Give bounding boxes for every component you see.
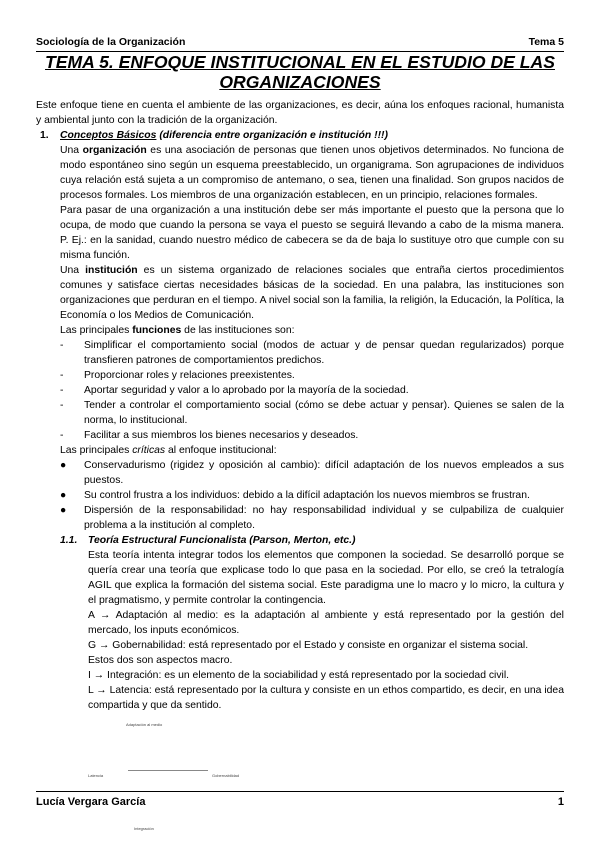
agil-adaptation: A → Adaptación al medio: es la adaptación al ambiente y está representado por la gestión del mercado, los inputs económicos.: [88, 610, 564, 636]
term-institucion: institución: [85, 265, 138, 276]
bullet-marker: ●: [60, 505, 67, 516]
section-1-heading: [40, 128, 564, 143]
text-run: Una: [60, 265, 86, 276]
diagram-label-latency: Latencia: [88, 773, 104, 778]
agil-diagram: [88, 713, 564, 831]
footer-rule: [36, 791, 564, 792]
text-run: Una: [60, 145, 83, 156]
text-run: al enfoque institucional:: [165, 445, 277, 456]
section-1-subtitle: (diferencia entre organización e institución !!!): [159, 130, 388, 141]
list-item: [36, 368, 564, 383]
list-item: [36, 338, 564, 368]
text-run: de las instituciones son:: [181, 325, 295, 336]
term-funciones: funciones: [132, 325, 182, 336]
list-item: [36, 428, 564, 443]
section-1-1-title: Teoría Estructural Funcionalista (Parson, Merton, etc.): [88, 535, 356, 546]
intro-paragraph: Este enfoque tiene en cuenta el ambiente de las organizaciones, es decir, aúna los enfoques racional, humanista y ambiental junto con la tradición de la organización.: [36, 100, 564, 126]
list-item-text: Simplificar el comportamiento social (modos de actuar y de pensar quedan regularizados) porque transfieren patrones de comportamientos predichos.: [84, 340, 564, 366]
section-1-1-number: 1.1.: [60, 535, 78, 546]
text-run: Las principales: [60, 325, 133, 336]
list-item-text: Proporcionar roles y relaciones preexistentes.: [84, 370, 295, 381]
list-item: [36, 383, 564, 398]
dash-marker: -: [60, 370, 64, 381]
list-item: [36, 488, 564, 503]
agil-latency: L → Latencia: está representado por la cultura y consiste en un ethos compartido, es decir, en una idea compartida y que da sentido.: [88, 685, 564, 711]
diagram-connector: [128, 770, 208, 771]
list-item: [36, 398, 564, 428]
criticisms-intro: [60, 443, 564, 458]
list-item: [36, 503, 564, 533]
institution-paragraph: [60, 263, 564, 323]
page-title: TEMA 5. ENFOQUE INSTITUCIONAL EN EL ESTUDIO DE LAS ORGANIZACIONES: [45, 52, 555, 92]
organization-paragraph: [60, 143, 564, 203]
diagram-label-integration: Integración: [134, 826, 154, 831]
list-item: [36, 458, 564, 488]
term-organizacion: organización: [82, 145, 147, 156]
list-item-text: Su control frustra a los individuos: debido a la difícil adaptación los nuevos miembros se frustran.: [84, 490, 530, 501]
footer-author: Lucía Vergara García: [36, 796, 146, 808]
list-item-text: Aportar seguridad y valor a lo aprobado por la mayoría de la sociedad.: [84, 385, 409, 396]
header-subject: Sociología de la Organización: [36, 36, 186, 48]
functions-intro: [60, 323, 564, 338]
header-topic: Tema 5: [528, 36, 564, 48]
list-item-text: Facilitar a sus miembros los bienes necesarios y deseados.: [84, 430, 359, 441]
dash-marker: -: [60, 385, 64, 396]
agil-governability: G → Gobernabilidad: está representado por el Estado y consiste en organizar el sistema social.: [88, 640, 529, 651]
term-criticas: críticas: [132, 445, 166, 456]
text-run: es una asociación de personas que tienen unos objetivos determinados. No funciona de modo espontáneo sino según un esquema preestablecido, un organigrama. Son agrupaciones de individuos cuya relación está sujeta a un compromiso de antemano, o sea, tienen una finalidad. Son grupos nacidos de procesos formales. Los miembros de una organización establecen, en un principio, relaciones formales.: [60, 145, 564, 201]
macro-note: Estos dos son aspectos macro.: [88, 655, 233, 666]
dash-marker: -: [60, 340, 64, 351]
diagram-label-adaptation: Adaptación al medio: [126, 722, 163, 727]
criticisms-list: [36, 458, 564, 533]
section-1-1-heading: [60, 533, 564, 548]
page-number: 1: [557, 796, 564, 808]
page-header: [36, 36, 564, 50]
text-run: Las principales: [60, 445, 133, 456]
transition-paragraph: Para pasar de una organización a una institución debe ser más importante el puesto que la persona que lo ocupa, de modo que cuando la persona se vaya el puesto se seguirá llevando a cabo de la misma manera. P. Ej.: en la sanidad, cuando nuestro médico de cabecera se da de baja lo sustituye otro que cumple con su misma función.: [60, 205, 564, 261]
diagram-label-governability: Gobernabilidad: [212, 773, 240, 778]
section-1-title: Conceptos Básicos: [60, 130, 157, 141]
bullet-marker: ●: [60, 460, 67, 471]
agil-integration: I → Integración: es un elemento de la sociabilidad y está representado por la sociedad civil.: [88, 670, 510, 681]
text-run: es un sistema organizado de relaciones sociales que entraña ciertos procedimientos comunes y satisface ciertas necesidades básicas de la sociedad. En una palabra, las instituciones son organizaciones que perduran en el tiempo. A nivel social son la familia, la religión, la Educación, la Política, la Economía o los Medios de Comunicación.: [60, 265, 564, 321]
dash-marker: -: [60, 400, 64, 411]
dash-marker: -: [60, 430, 64, 441]
list-item-text: Conservadurismo (rigidez y oposición al cambio): difícil adaptación de los nuevos empleados a sus puestos.: [84, 460, 564, 486]
bullet-marker: ●: [60, 490, 67, 501]
section-1-number: 1.: [40, 130, 49, 141]
list-item-text: Dispersión de la responsabilidad: no hay responsabilidad individual y se culpabiliza de cualquier problema a la institución al completo.: [84, 505, 564, 531]
theory-paragraph: Esta teoría intenta integrar todos los elementos que componen la sociedad. Se desarrolló porque se quería crear una teoría que explicase todo lo que pasa en la sociedad. Por ello, se creó la tetralogía AGIL que explica la formación del sistema social. Este paradigma une lo macro y lo micro, la cultura y el pragmatismo, y permite controlar la contingencia.: [88, 550, 564, 606]
functions-list: [36, 338, 564, 443]
document-body: [36, 98, 564, 831]
list-item-text: Tender a controlar el comportamiento social (cómo se debe actuar y pensar). Quienes se salen de la norma, lo institucional.: [84, 400, 564, 426]
